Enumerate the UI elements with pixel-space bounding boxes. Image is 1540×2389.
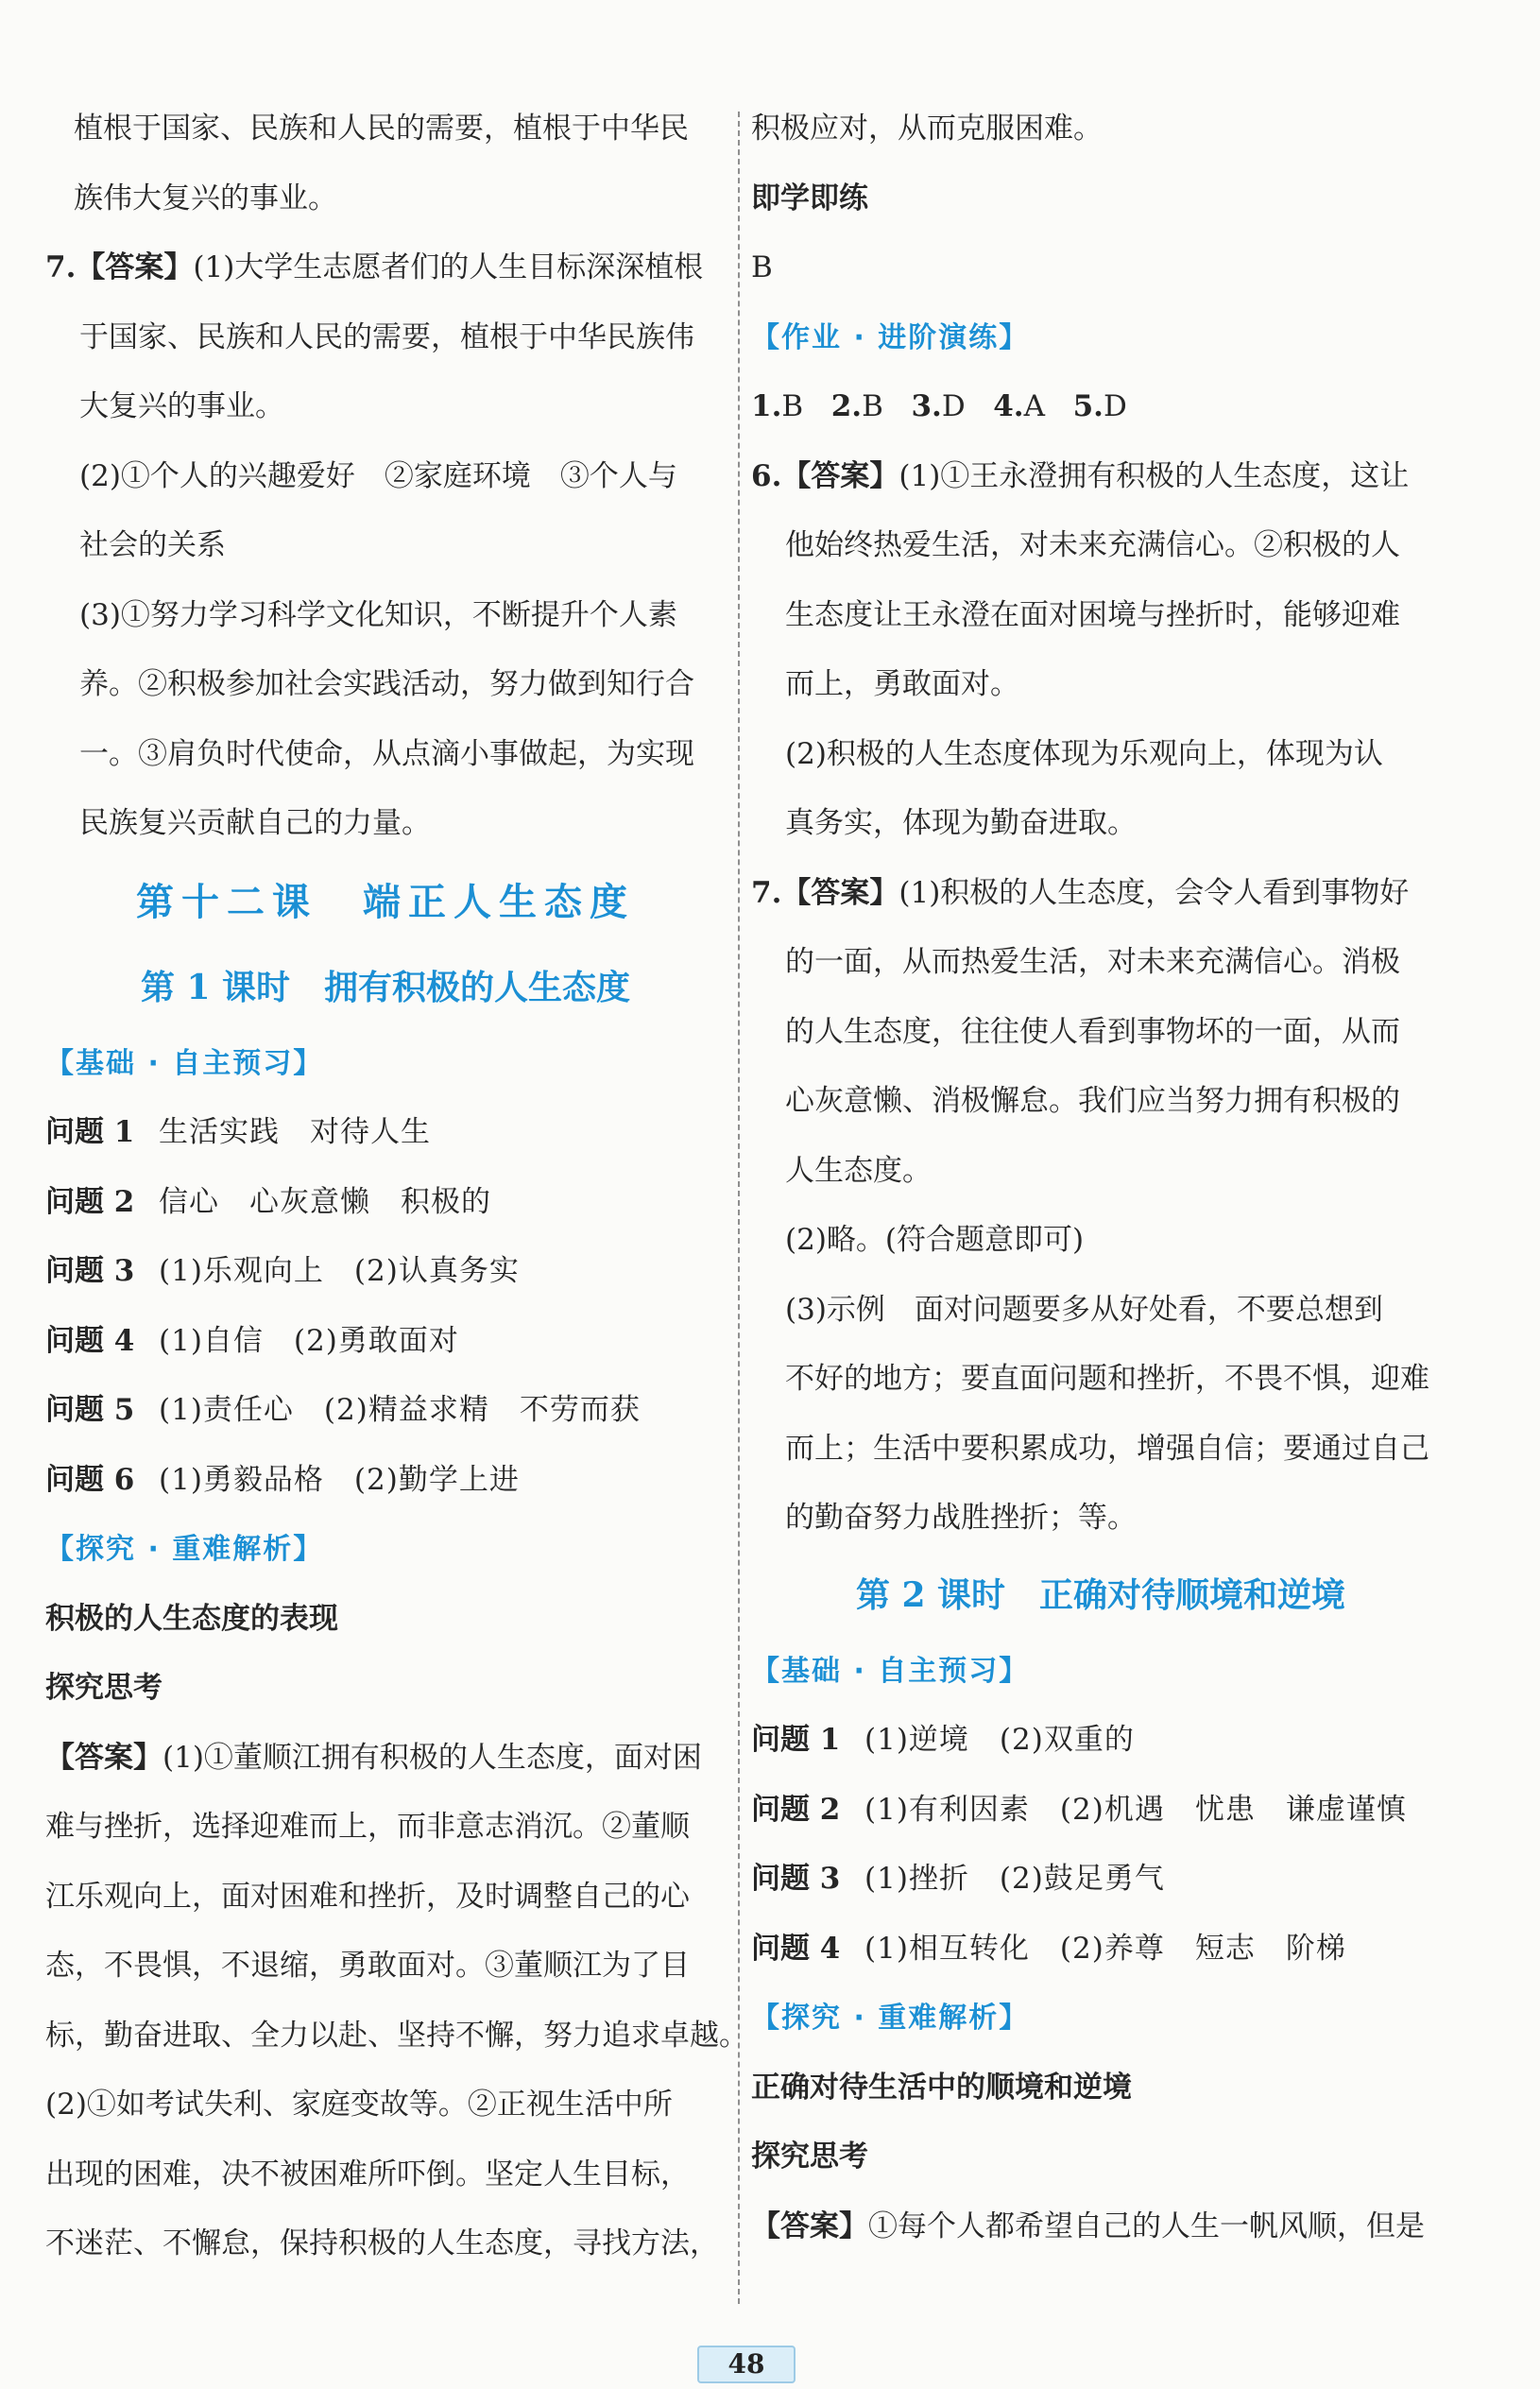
list-item bbox=[45, 1168, 726, 1238]
text-line: 积极应对，从而克服困难。 bbox=[751, 112, 1103, 146]
section-heading: 【基础 · 自主预习】 bbox=[751, 1654, 1030, 1688]
list-item bbox=[45, 1237, 726, 1307]
period-title: 第 2 课时 正确对待顺境和逆境 bbox=[855, 1574, 1346, 1615]
text-line: 植根于国家、民族和人民的需要，植根于中华民 bbox=[74, 112, 689, 146]
list-item bbox=[45, 1446, 726, 1516]
list-item bbox=[45, 1098, 726, 1168]
question-answer: (1)责任心 (2)精益求精 不劳而获 bbox=[159, 1393, 641, 1427]
text-line: (2)积极的人生态度体现为乐观向上，体现为认 bbox=[785, 736, 1383, 771]
text-span: (1)①王永澄拥有积极的人生态度，这让 bbox=[898, 458, 1410, 493]
subheading: 即学即练 bbox=[751, 180, 868, 215]
subheading: 探究思考 bbox=[45, 1671, 163, 1705]
subheading: 探究思考 bbox=[751, 2140, 868, 2174]
text-span: (1)积极的人生态度，会令人看到事物好 bbox=[898, 875, 1410, 910]
text-line: 社会的关系 bbox=[79, 528, 226, 562]
mc-number: 3. bbox=[911, 389, 942, 423]
text-line: 出现的困难，决不被困难所吓倒。坚定人生目标， bbox=[45, 2157, 690, 2191]
text-line: 不迷茫、不懈怠，保持积极的人生态度，寻找方法， bbox=[45, 2226, 719, 2260]
mc-number: 1. bbox=[751, 389, 782, 423]
question-label: 问题 1 bbox=[751, 1723, 841, 1757]
question-label: 问题 6 bbox=[45, 1462, 135, 1497]
text-line: 江乐观向上，面对困难和挫折，及时调整自己的心 bbox=[45, 1879, 690, 1914]
list-item bbox=[751, 1915, 1450, 1985]
mc-number: 4. bbox=[993, 389, 1024, 423]
list-item bbox=[45, 1376, 726, 1446]
text-line: 于国家、民族和人民的需要，植根于中华民族伟 bbox=[79, 319, 694, 354]
question-answer: 生活实践 对待人生 bbox=[159, 1115, 431, 1149]
section-heading: 【探究 · 重难解析】 bbox=[45, 1533, 324, 1566]
mc-item bbox=[993, 389, 1045, 423]
topic-heading: 积极的人生态度的表现 bbox=[45, 1601, 338, 1636]
question-answer: (1)相互转化 (2)养尊 短志 阶梯 bbox=[864, 1931, 1346, 1966]
question-answer: 信心 心灰意懒 积极的 bbox=[159, 1184, 491, 1219]
text-line: 不好的地方；要直面问题和挫折，不畏不惧，迎难 bbox=[785, 1362, 1429, 1396]
answer-tag: 【答案】 bbox=[781, 875, 899, 910]
topic-heading: 正确对待生活中的顺境和逆境 bbox=[751, 2070, 1132, 2105]
mc-answer: A bbox=[1023, 389, 1045, 423]
text-line: (2)①个人的兴趣爱好 ②家庭环境 ③个人与 bbox=[79, 458, 677, 493]
question-number: 6. bbox=[751, 458, 782, 493]
period-title: 第 1 课时 拥有积极的人生态度 bbox=[140, 967, 631, 1007]
mc-number: 2. bbox=[830, 389, 863, 423]
question-answer: (1)挫折 (2)鼓足勇气 bbox=[864, 1862, 1165, 1896]
text-span: (1)①董顺江拥有积极的人生态度，面对困 bbox=[163, 1740, 702, 1775]
text-line: 态，不畏惧，不退缩，勇敢面对。③董顺江为了目 bbox=[45, 1949, 690, 1983]
mc-item bbox=[1073, 389, 1127, 423]
question-label: 问题 4 bbox=[45, 1323, 135, 1358]
text-line: 民族复兴贡献自己的力量。 bbox=[79, 806, 431, 840]
text-line: 大复兴的事业。 bbox=[79, 389, 284, 423]
text-span: (1)大学生志愿者们的人生目标深深植根 bbox=[193, 250, 704, 284]
text-line: 而上；生活中要积累成功，增强自信；要通过自己 bbox=[785, 1431, 1429, 1466]
left-column bbox=[45, 95, 748, 2279]
question-label: 问题 4 bbox=[751, 1931, 841, 1966]
answer-line bbox=[45, 1724, 726, 1794]
answer-tag: 【答案】 bbox=[751, 2209, 868, 2243]
question-number: 7. bbox=[751, 875, 782, 910]
mc-answer: D bbox=[941, 389, 966, 423]
answer-text: B bbox=[751, 250, 773, 284]
text-line: 的勤奋努力战胜挫折；等。 bbox=[785, 1501, 1137, 1535]
question-7-line bbox=[751, 859, 1450, 929]
list-item bbox=[751, 1776, 1450, 1846]
lesson-title: 第十二课 端正人生态度 bbox=[136, 879, 635, 924]
answer-line bbox=[751, 2192, 1450, 2262]
mc-answer: B bbox=[781, 389, 804, 423]
column-divider bbox=[738, 112, 740, 2304]
text-line: 一。③肩负时代使命，从点滴小事做起，为实现 bbox=[79, 736, 694, 771]
text-line: (3)示例 面对问题要多从好处看，不要总想到 bbox=[785, 1292, 1383, 1327]
question-answer: (1)勇毅品格 (2)勤学上进 bbox=[159, 1462, 520, 1497]
mc-answer: B bbox=[862, 389, 883, 423]
question-label: 问题 3 bbox=[751, 1862, 841, 1896]
text-line: 心灰意懒、消极懈怠。我们应当努力拥有积极的 bbox=[785, 1084, 1400, 1118]
question-answer: (1)自信 (2)勇敢面对 bbox=[159, 1323, 459, 1358]
answer-tag: 【答案】 bbox=[76, 250, 194, 284]
text-line: 生态度让王永澄在面对困境与挫折时，能够迎难 bbox=[785, 597, 1400, 632]
text-line: 人生态度。 bbox=[785, 1153, 932, 1188]
text-line: 养。②积极参加社会实践活动，努力做到知行合 bbox=[79, 667, 694, 701]
text-line: 的人生态度，往往使人看到事物坏的一面，从而 bbox=[785, 1014, 1400, 1049]
multiple-choice-answers bbox=[751, 372, 1450, 442]
question-label: 问题 2 bbox=[45, 1184, 135, 1219]
text-line: 而上，勇敢面对。 bbox=[785, 667, 1019, 701]
question-label: 问题 1 bbox=[45, 1115, 135, 1149]
text-line: 标，勤奋进取、全力以赴、坚持不懈，努力追求卓越。 bbox=[45, 2018, 748, 2053]
question-answer: (1)有利因素 (2)机遇 忧患 谦虚谨慎 bbox=[864, 1792, 1407, 1827]
answer-tag: 【答案】 bbox=[45, 1740, 163, 1775]
mc-item bbox=[911, 389, 965, 423]
text-line: (3)①努力学习科学文化知识，不断提升个人素 bbox=[79, 597, 677, 632]
question-answer: (1)逆境 (2)双重的 bbox=[864, 1723, 1135, 1757]
text-line: 族伟大复兴的事业。 bbox=[74, 180, 337, 215]
mc-item bbox=[751, 389, 803, 423]
text-line: (2)①如考试失利、家庭变故等。②正视生活中所 bbox=[45, 2088, 673, 2122]
question-label: 问题 3 bbox=[45, 1254, 135, 1288]
section-heading: 【作业 · 进阶演练】 bbox=[751, 320, 1030, 354]
page-number: 48 bbox=[697, 2346, 796, 2383]
text-line: (2)略。(符合题意即可) bbox=[785, 1223, 1085, 1257]
mc-number: 5. bbox=[1072, 389, 1104, 423]
list-item bbox=[45, 1307, 726, 1377]
question-7-line bbox=[45, 233, 726, 303]
list-item bbox=[751, 1706, 1450, 1776]
text-line: 真务实，体现为勤奋进取。 bbox=[785, 806, 1137, 840]
text-line: 他始终热爱生活，对未来充满信心。②积极的人 bbox=[785, 528, 1400, 562]
mc-item bbox=[831, 389, 883, 423]
question-label: 问题 5 bbox=[45, 1393, 135, 1427]
section-heading: 【探究 · 重难解析】 bbox=[751, 2002, 1030, 2035]
section-heading: 【基础 · 自主预习】 bbox=[45, 1046, 324, 1080]
mc-answer: D bbox=[1103, 389, 1127, 423]
list-item bbox=[751, 1845, 1450, 1915]
text-line: 难与挫折，选择迎难而上，而非意志消沉。②董顺 bbox=[45, 1810, 690, 1844]
text-span: ①每个人都希望自己的人生一帆风顺，但是 bbox=[868, 2209, 1425, 2243]
question-answer: (1)乐观向上 (2)认真务实 bbox=[159, 1254, 520, 1288]
answer-tag: 【答案】 bbox=[781, 458, 899, 493]
question-number: 7. bbox=[45, 250, 77, 284]
question-label: 问题 2 bbox=[751, 1792, 841, 1827]
question-6-line bbox=[751, 442, 1450, 512]
right-column bbox=[751, 95, 1450, 2261]
text-line: 的一面，从而热爱生活，对未来充满信心。消极 bbox=[785, 945, 1400, 979]
